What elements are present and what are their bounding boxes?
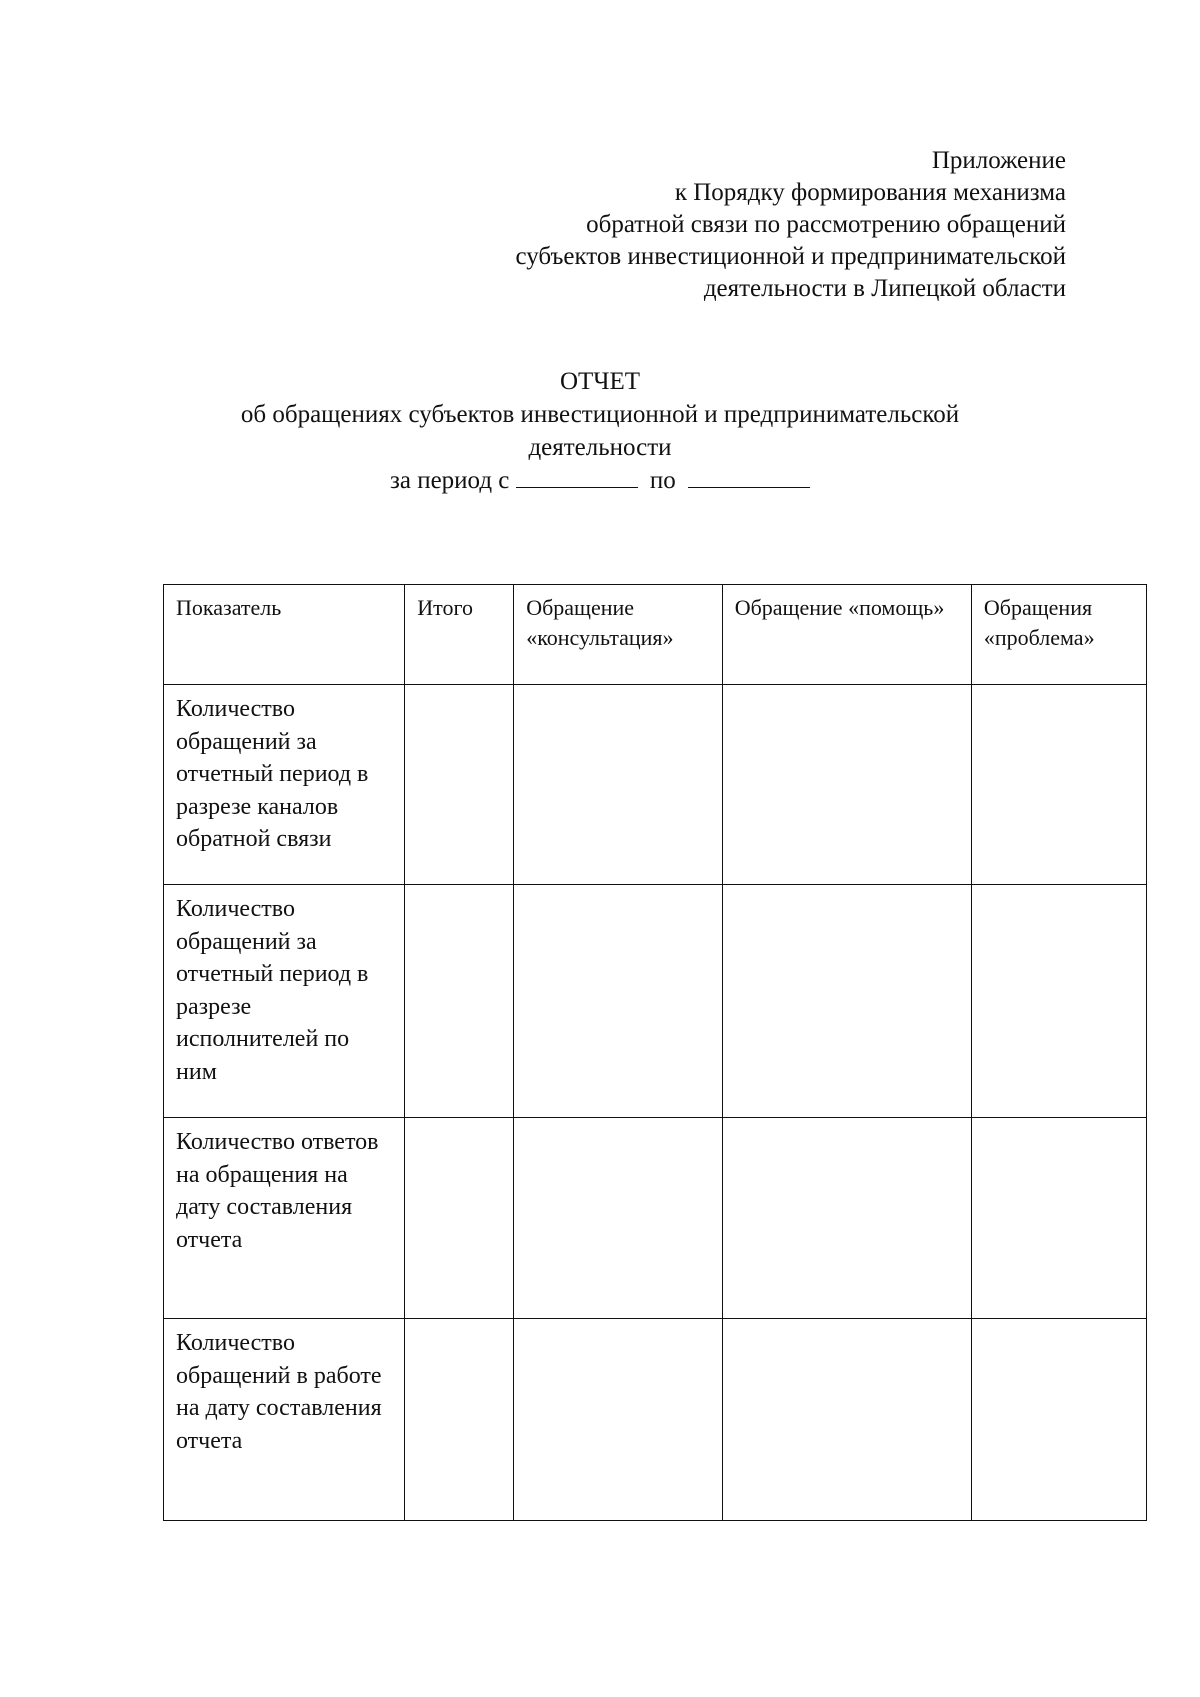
appendix-line: субъектов инвестиционной и предпринимательской (515, 243, 1066, 270)
header-total: Итого (405, 585, 514, 685)
row-label: Количество обращений в работе на дату составления отчета (164, 1319, 405, 1521)
table-row (164, 685, 1147, 885)
period-start-blank (516, 465, 638, 488)
header-indicator: Показатель (164, 585, 405, 685)
cell-consultation (514, 1319, 723, 1521)
cell-help (722, 1319, 971, 1521)
appendix-header (515, 145, 1066, 305)
appendix-line: Приложение (931, 147, 1066, 174)
cell-help (722, 685, 971, 885)
table-row (164, 885, 1147, 1118)
row-label: Количество обращений за отчетный период в разрезе исполнителей по ним (164, 885, 405, 1118)
report-period (0, 464, 1200, 497)
report-table (163, 584, 1147, 1521)
report-title-block (0, 365, 1200, 497)
cell-total (405, 885, 514, 1118)
row-label: Количество ответов на обращения на дату составления отчета (164, 1118, 405, 1319)
period-end-blank (688, 465, 810, 488)
period-middle: по (649, 467, 676, 494)
report-subtitle-line-2: деятельности (528, 434, 672, 461)
table-row (164, 1319, 1147, 1521)
cell-total (405, 1319, 514, 1521)
period-prefix: за период с (389, 467, 510, 494)
table-header-row (164, 585, 1147, 685)
cell-problem (971, 1118, 1146, 1319)
cell-consultation (514, 885, 723, 1118)
appendix-line: обратной связи по рассмотрению обращений (586, 211, 1066, 238)
table-row (164, 1118, 1147, 1319)
cell-consultation (514, 685, 723, 885)
cell-total (405, 1118, 514, 1319)
cell-problem (971, 885, 1146, 1118)
report-title: ОТЧЕТ (559, 368, 641, 395)
header-problem: Обращения «проблема» (971, 585, 1146, 685)
cell-problem (971, 685, 1146, 885)
appendix-line: к Порядку формирования механизма (674, 179, 1066, 206)
appendix-line: деятельности в Липецкой области (703, 275, 1066, 302)
cell-problem (971, 1319, 1146, 1521)
cell-consultation (514, 1118, 723, 1319)
report-subtitle-line-1: об обращениях субъектов инвестиционной и предпринимательской (240, 401, 960, 428)
cell-total (405, 685, 514, 885)
cell-help (722, 885, 971, 1118)
header-help: Обращение «помощь» (722, 585, 971, 685)
cell-help (722, 1118, 971, 1319)
header-consultation: Обращение «консультация» (514, 585, 723, 685)
row-label: Количество обращений за отчетный период в разрезе каналов обратной связи (164, 685, 405, 885)
